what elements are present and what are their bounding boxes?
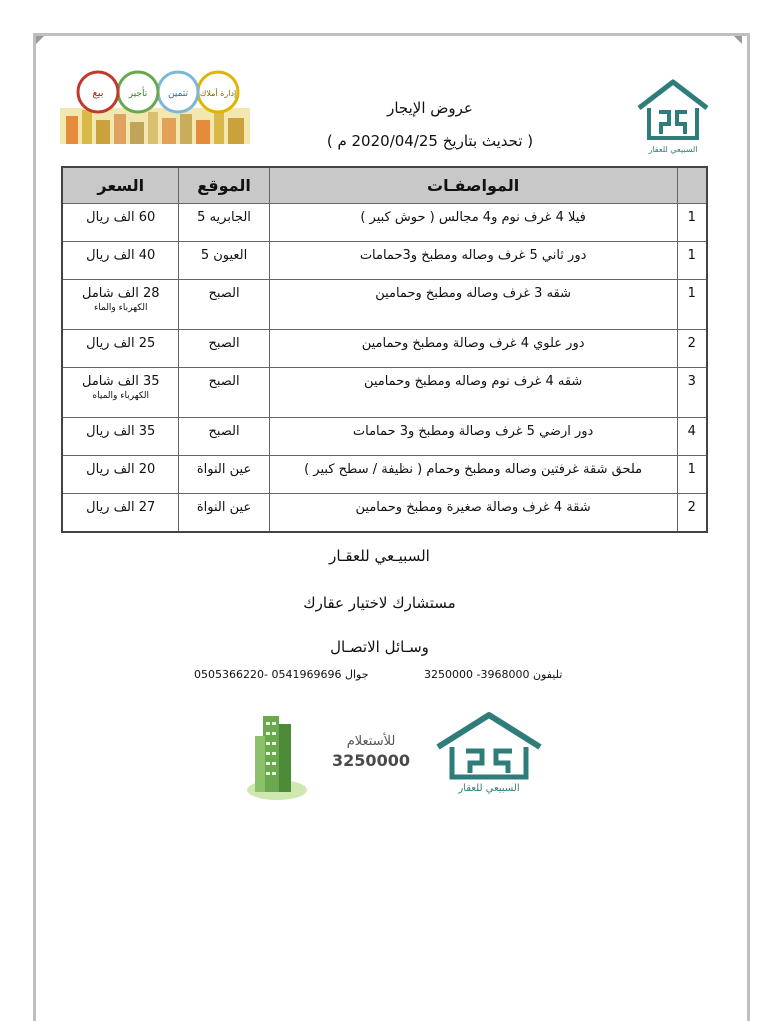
row-specs: دور ثاني 5 غرف وصاله ومطبخ و3حمامات <box>269 242 677 280</box>
table-row <box>62 494 707 532</box>
svg-text:السبيعي للعقار: السبيعي للعقار <box>648 145 698 154</box>
row-number: 1 <box>677 204 707 242</box>
row-number: 2 <box>677 494 707 532</box>
svg-text:تأجير: تأجير <box>128 89 148 99</box>
row-specs: فيلا 4 غرف نوم و4 مجالس ( حوش كبير ) <box>269 204 677 242</box>
row-price <box>62 330 179 368</box>
row-specs: شقة 4 غرف وصالة صغيرة ومطبخ وحمامين <box>269 494 677 532</box>
inquiry-box <box>318 734 424 770</box>
price-value: 27 الف ريال <box>86 500 156 515</box>
update-date: ( تحديث بتاريخ 2020/04/25 م ) <box>326 132 534 150</box>
header-specs: المواصفـات <box>269 167 677 204</box>
phone-numbers: تليفون 3968000- 3250000 <box>424 668 563 681</box>
price-note: الكهرباء والماء <box>94 303 148 313</box>
row-number: 1 <box>677 280 707 330</box>
price-value: 40 الف ريال <box>86 248 156 263</box>
row-number: 2 <box>677 330 707 368</box>
row-number: 4 <box>677 418 707 456</box>
row-price <box>62 494 179 532</box>
row-specs: شقه 4 غرف نوم وصاله ومطبخ وحمامين <box>269 368 677 418</box>
row-specs: دور علوي 4 غرف وصالة ومطبخ وحمامين <box>269 330 677 368</box>
table-row <box>62 368 707 418</box>
table-row <box>62 280 707 330</box>
row-number: 1 <box>677 242 707 280</box>
header-location: الموقع <box>179 167 269 204</box>
header-num <box>677 167 707 204</box>
tower-image <box>245 710 309 802</box>
row-price <box>62 204 179 242</box>
inquiry-phone: 3250000 <box>332 751 410 770</box>
header-price: السعر <box>62 167 179 204</box>
price-value: 35 الف شامل <box>81 374 160 389</box>
slogan: مستشارك لاختيار عقارك <box>303 594 456 612</box>
row-number: 1 <box>677 456 707 494</box>
row-specs: شقه 3 غرف وصاله ومطبخ وحمامين <box>269 280 677 330</box>
row-number: 3 <box>677 368 707 418</box>
table-header-row <box>62 167 707 204</box>
svg-text:السبيعي للعقار: السبيعي للعقار <box>458 783 520 794</box>
row-price <box>62 242 179 280</box>
row-price <box>62 280 179 330</box>
row-specs: دور ارضي 5 غرف وصالة ومطبخ و3 حمامات <box>269 418 677 456</box>
row-specs: ملحق شقة غرفتين وصاله ومطبخ وحمام ( نظيفة / سطح كبير ) <box>269 456 677 494</box>
page-title: عروض الإيجار <box>387 99 473 117</box>
price-value: 20 الف ريال <box>86 462 156 477</box>
row-location: الصبح <box>179 368 269 418</box>
svg-text:بيع: بيع <box>92 88 104 99</box>
table-row <box>62 242 707 280</box>
price-value: 35 الف ريال <box>86 424 156 439</box>
price-value: 28 الف شامل <box>81 286 160 301</box>
contact-title: وسـائل الاتصـال <box>330 638 429 656</box>
table-row <box>62 330 707 368</box>
svg-text:إدارة أملاك: إدارة أملاك <box>199 89 237 98</box>
price-note: الكهرباء والمياه <box>92 391 150 401</box>
inquiry-label: للأستعلام <box>346 734 396 749</box>
row-price <box>62 456 179 494</box>
row-location: الصبح <box>179 418 269 456</box>
row-price <box>62 368 179 418</box>
svg-text:تثمين: تثمين <box>168 89 188 99</box>
corner-ornament-right <box>734 36 742 44</box>
table-row <box>62 456 707 494</box>
table-row <box>62 418 707 456</box>
table-row <box>62 204 707 242</box>
rental-offers-table <box>61 166 708 533</box>
price-value: 60 الف ريال <box>86 210 156 225</box>
row-location: عين النواة <box>179 494 269 532</box>
row-location: الجابريه 5 <box>179 204 269 242</box>
corner-ornament-left <box>36 36 44 44</box>
row-location: عين النواة <box>179 456 269 494</box>
mobile-numbers: جوال 0541969696 -0505366220 <box>194 668 369 681</box>
services-banner <box>60 68 250 144</box>
company-logo <box>635 78 711 156</box>
company-name: السبيـعي للعقـار <box>329 547 430 565</box>
row-location: العيون 5 <box>179 242 269 280</box>
row-price <box>62 418 179 456</box>
company-logo-bottom <box>432 709 546 795</box>
price-value: 25 الف ريال <box>86 336 156 351</box>
row-location: الصبح <box>179 280 269 330</box>
row-location: الصبح <box>179 330 269 368</box>
